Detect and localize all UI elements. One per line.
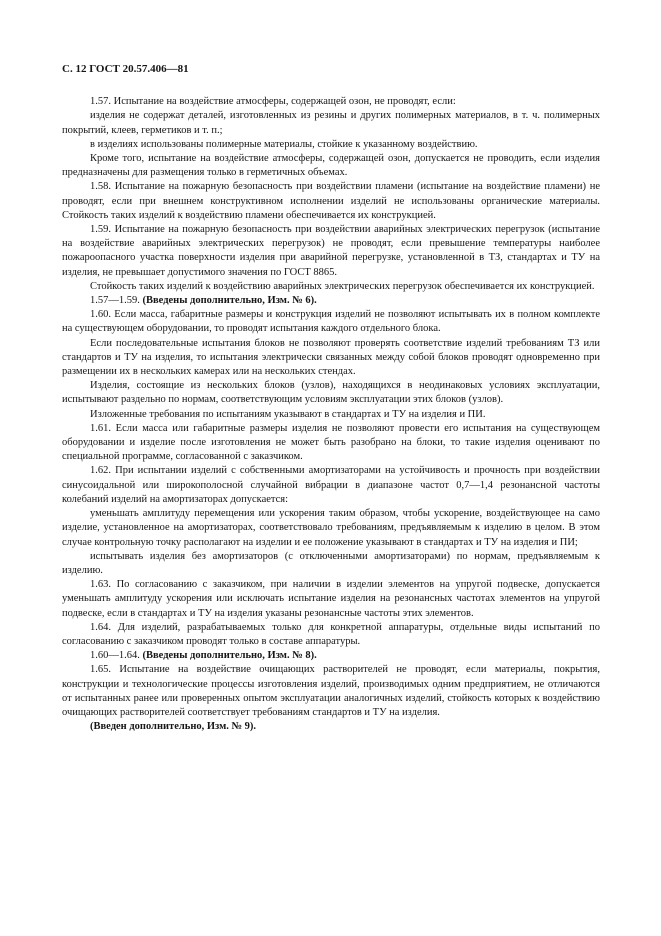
amendment-range: 1.57—1.59.: [90, 295, 143, 307]
paragraph: 1.60. Если масса, габаритные размеры и конструкция изделий не позволяют испытывать их в полном комплекте на существующем оборудовании, то проводят испытания каждого отдельного блока.: [62, 309, 600, 335]
paragraph: 1.62. При испытании изделий с собственными амортизаторами на устойчивость и прочность при воздействии синусоидальной или широкополосной случайной вибрации в диапазоне частот 0,7—1,4 резонансной частоты колебаний изделий на амортизаторах допускается:: [62, 465, 600, 505]
paragraph: 1.59. Испытание на пожарную безопасность при воздействии аварийных электрических перегрузок (испытание на воздействие аварийных электрических перегрузок) не проводят, если превышение температуры наиболее пожароопасного участка поверхности изделия при аварийной перегрузке, установленной в ТЗ, стандартах и ТУ на изделия, не превышает допустимого значения по ГОСТ 8865.: [62, 224, 600, 278]
paragraph: 1.61. Если масса или габаритные размеры изделия не позволяют провести его испытания на существующем оборудовании и изделие после изготовления не может быть разобрано на блоки, то такие изделия оценивают по специальной программе, согласованной с заказчиком.: [62, 422, 600, 463]
amendment-note: [62, 294, 600, 308]
amendment-text: (Введены дополнительно, Изм. № 8).: [142, 650, 317, 662]
amendment-text: (Введены дополнительно, Изм. № 6).: [142, 295, 317, 307]
amendment-range: 1.60—1.64.: [90, 650, 143, 662]
paragraph: Кроме того, испытание на воздействие атмосферы, содержащей озон, допускается не проводить, если изделия предназначены для размещения только в герметичных объемах.: [62, 153, 600, 179]
paragraph: уменьшать амплитуду перемещения или ускорения таким образом, чтобы ускорение, воздействующее на само изделие, установленное на амортизаторах, соответствовало требованиям, предъявляемым к изделию в целом. В этом случае контрольную точку располагают на изделии и ее положение указывают в стандартах и ТУ на изделия и ПИ;: [62, 508, 600, 548]
paragraph: 1.58. Испытание на пожарную безопасность при воздействии пламени (испытание на воздействие пламени) не проводят, если при внешнем конструктивном исполнении изделий не использованы органические материалы. Стойкость таких изделий к воздействию пламени обеспечивается их конструкцией.: [62, 181, 600, 221]
amendment-note: [62, 649, 600, 663]
paragraph: 1.57. Испытание на воздействие атмосферы, содержащей озон, не проводят, если:: [90, 96, 456, 108]
paragraph: 1.63. По согласованию с заказчиком, при наличии в изделии элементов на упругой подвеске, допускается уменьшать амплитуду ускорения или исключать испытание изделия на резонансных частотах элементов на упругой подвеске, если в стандартах и ТУ на изделия указаны резонансные частоты этих элементов.: [62, 579, 600, 619]
paragraph: испытывать изделия без амортизаторов (с отключенными амортизаторами) по нормам, предъявляемым к изделию.: [62, 550, 600, 576]
paragraph: Изложенные требования по испытаниям указывают в стандартах и ТУ на изделия и ПИ.: [90, 408, 486, 420]
paragraph: Изделия, состоящие из нескольких блоков (узлов), находящихся в неодинаковых условиях эксплуатации, испытывают раздельно по нормам, соответствующим условиям эксплуатации этих блоков (узлов).: [62, 380, 600, 406]
paragraph: изделия не содержат деталей, изготовленных из резины и других полимерных материалов, в т. ч. полимерных покрытий, клеев, герметиков и т. п.;: [62, 110, 600, 136]
paragraph: Если последовательные испытания блоков не позволяют проверять соответствие изделий требованиям ТЗ или стандартов и ТУ на изделия, то испытания электрически связанных между собой блоков проводят одновременно при размещении их в нескольких камерах или на нескольких стендах.: [62, 337, 600, 378]
paragraph: 1.64. Для изделий, разрабатываемых только для конкретной аппаратуры, отдельные виды испытаний по согласованию с заказчиком проводят только в составе аппаратуры.: [62, 621, 600, 647]
paragraph: в изделиях использованы полимерные материалы, стойкие к указанному воздействию.: [90, 138, 478, 150]
page-header: С. 12 ГОСТ 20.57.406—81: [62, 63, 189, 75]
amendment-note: [62, 720, 600, 734]
paragraph: 1.65. Испытание на воздействие очищающих растворителей не проводят, если материалы, покрытия, конструкции и технологические процессы изготовления изделий, производимых одним предприятием, не отличаются от испытанных ранее или проверенных опытом эксплуатации аналогичных изделий, стойкость которых к воздействию очищающих растворителей соответствует требованиям стандартов и ТУ на изделия.: [62, 664, 600, 718]
document-page: [62, 62, 600, 734]
paragraph: Стойкость таких изделий к воздействию аварийных электрических перегрузок обеспечивается их конструкцией.: [90, 280, 595, 292]
amendment-text: (Введен дополнительно, Изм. № 9).: [90, 721, 257, 733]
